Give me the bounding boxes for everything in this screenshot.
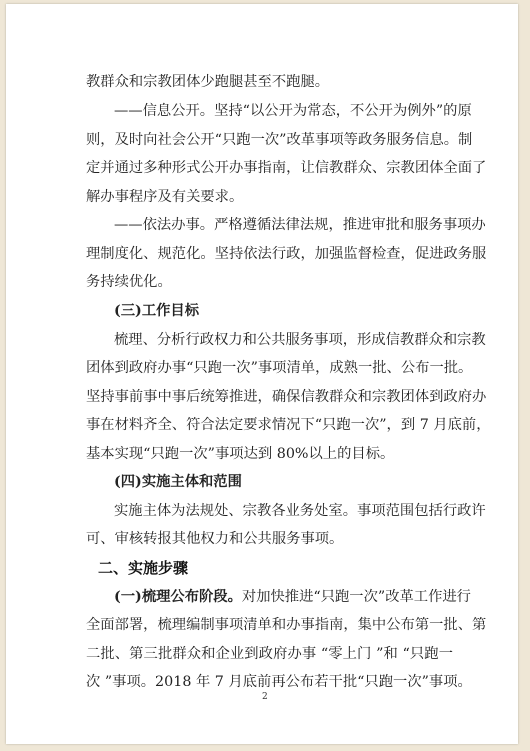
section-heading: (四)实施主体和范围 [114,474,242,490]
text-line: 务持续优化。 [86,274,172,290]
subsection-heading: (一)梳理公布阶段。 [114,589,242,605]
page-number: 2 [262,692,268,702]
text-line: 解办事程序及有关要求。 [86,189,244,205]
text-span: 对加快推进“只跑一次”改革工作进行 [241,589,471,605]
text-line: 坚持事前事中事后统筹推进，确保信教群众和宗教团体到政府办 [86,389,487,405]
section-heading: (三)工作目标 [114,303,200,319]
text-line: ——信息公开。坚持“以公开为常态，不公开为例外”的原 [114,103,472,119]
text-line: 梳理、分析行政权力和公共服务事项，形成信教群众和宗教 [114,332,486,348]
text-line: ——依法办事。严格遵循法律法规，推进审批和服务事项办 [114,217,486,233]
text-line: 全面部署，梳理编制事项清单和办事指南，集中公布第一批、第 [86,617,487,633]
text-line: 二批、第三批群众和企业到政府办事 “零上门 ”和 “只跑一 [86,646,453,662]
text-line: 定并通过多种形式公开办事指南，让信教群众、宗教团体全面了 [86,160,487,176]
text-line: 可、审核转报其他权力和公共服务事项。 [86,531,344,547]
chapter-heading: 二、实施步骤 [98,559,189,577]
text-line: 理制度化、规范化。坚持依法行政，加强监督检查，促进政务服 [86,246,487,262]
text-line: 教群众和宗教团体少跑腿甚至不跑腿。 [86,74,330,90]
text-line: 事在材料齐全、符合法定要求情况下“只跑一次”，到 7 月底前， [86,417,491,433]
text-line: 基本实现“只跑一次”事项达到 80%以上的目标。 [86,446,395,462]
text-line: 则，及时向社会公开“只跑一次”改革事项等政务服务信息。制 [86,132,473,148]
text-line: 次 ”事项。2018 年 7 月底前再公布若干批“只跑一次”事项。 [86,674,472,690]
text-line: 实施主体为法规处、宗教各业务处室。事项范围包括行政许 [114,503,486,519]
text-line: 团体到政府办事“只跑一次”事项清单，成熟一批、公布一批。 [86,360,473,376]
document-page [6,4,518,744]
text-line [114,588,471,606]
